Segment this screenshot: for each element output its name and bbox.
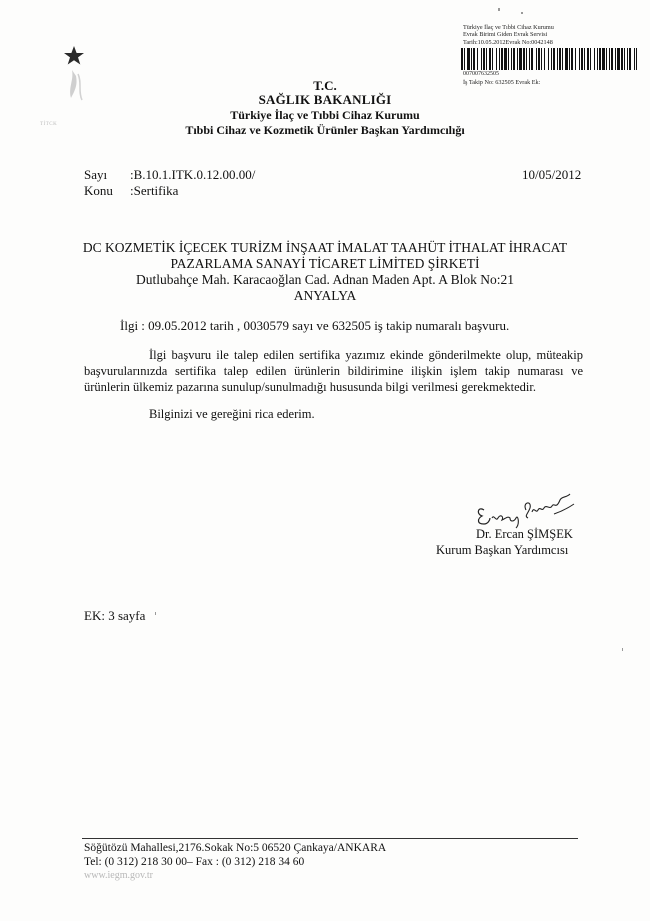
barcode-bar <box>594 48 595 70</box>
stamp-line-institution: Türkiye İlaç ve Tıbbi Cihaz Kurumu <box>463 24 554 31</box>
barcode-bar <box>481 48 482 70</box>
barcode-number: 007007632505 <box>463 71 499 78</box>
barcode-bar <box>590 48 591 70</box>
barcode-bar <box>492 48 493 70</box>
barcode-bar <box>526 48 527 70</box>
barcode-bar <box>538 48 540 70</box>
barcode-bar <box>636 48 637 70</box>
barcode-bar <box>477 48 478 70</box>
barcode-bar <box>565 48 568 70</box>
barcode-bar <box>471 48 472 70</box>
barcode-bar <box>617 48 620 70</box>
barcode-bar <box>609 48 610 70</box>
letterhead-ministry: SAĞLIK BAKANLIĞI <box>258 92 392 107</box>
barcode-bar <box>499 48 500 70</box>
barcode-bar <box>629 48 631 70</box>
barcode-bar <box>571 48 573 70</box>
barcode-bar <box>513 48 515 70</box>
barcode-bar <box>562 48 563 70</box>
scan-speck <box>155 612 156 615</box>
recipient-line-1: DC KOZMETİK İÇECEK TURİZM İNŞAAT İMALAT TAAHÜT İTHALAT İHRACAT <box>82 240 568 255</box>
letterhead-tc: T.C. <box>313 78 337 93</box>
barcode-bar <box>541 48 542 70</box>
barcode-bar <box>557 48 558 70</box>
signer-title: Kurum Başkan Yardımcısı <box>436 543 569 557</box>
barcode-bar <box>569 48 570 70</box>
barcode-bar <box>529 48 530 70</box>
barcode <box>461 48 637 70</box>
konu-label: Konu <box>84 183 113 198</box>
footer-phone: Tel: (0 312) 218 30 00– Fax : (0 312) 218 34 60 <box>84 856 305 868</box>
barcode-bar <box>548 48 549 70</box>
barcode-bar <box>473 48 475 70</box>
footer-address: Söğütözü Mahallesi,2176.Sokak No:5 06520 Çankaya/ANKARA <box>84 842 387 854</box>
letterhead-agency: Türkiye İlaç ve Tıbbi Cihaz Kurumu <box>230 108 420 122</box>
sayi-label: Sayı <box>84 167 108 182</box>
barcode-bar <box>559 48 561 70</box>
barcode-bar <box>553 48 555 70</box>
barcode-bar <box>627 48 628 70</box>
signer-name: Dr. Ercan ŞİMŞEK <box>476 527 573 541</box>
stamp-line-department: Evrak Birimi Giden Evrak Servisi <box>463 31 548 39</box>
subject <box>84 183 178 199</box>
barcode-bar <box>606 48 607 70</box>
sayi-value: :B.10.1.ITK.0.12.00.00/ <box>130 167 256 182</box>
registry-stamp <box>455 24 645 86</box>
recipient-address: Dutlubahçe Mah. Karacaoğlan Cad. Adnan Maden Apt. A Blok No:21 <box>136 272 514 287</box>
barcode-bar <box>599 48 601 70</box>
recipient-city: ANYALYA <box>293 288 357 303</box>
closing-line: Bilginizi ve gereğini rica ederim. <box>149 407 315 421</box>
barcode-bar <box>615 48 616 70</box>
barcode-bar <box>587 48 589 70</box>
logo-caption: TİTCK <box>40 122 58 127</box>
letter-date: 10/05/2012 <box>522 167 582 182</box>
barcode-bar <box>634 48 635 70</box>
barcode-bar <box>501 48 503 70</box>
barcode-bar <box>536 48 537 70</box>
barcode-bar <box>551 48 552 70</box>
ilgi-reference: İlgi : 09.05.2012 tarih , 0030579 sayı ve 632505 iş takip numaralı başvuru. <box>120 318 510 333</box>
barcode-bar <box>486 48 487 70</box>
barcode-bar <box>464 48 465 70</box>
barcode-bar <box>467 48 470 70</box>
barcode-bar <box>519 48 522 70</box>
barcode-bar <box>496 48 497 70</box>
barcode-bar <box>531 48 533 70</box>
konu-value: :Sertifika <box>130 183 179 198</box>
reference-number <box>84 167 255 183</box>
recipient-line-2: PAZARLAMA SANAYİ TİCARET LİMİTED ŞİRKETİ <box>170 256 480 271</box>
barcode-bar <box>504 48 507 70</box>
scan-speck <box>521 12 523 14</box>
handwritten-signature <box>470 488 580 530</box>
barcode-bar <box>508 48 509 70</box>
barcode-bar <box>575 48 576 70</box>
barcode-bar <box>517 48 518 70</box>
barcode-bar <box>581 48 583 70</box>
body-paragraph: İlgi başvuru ile talep edilen sertifika yazımız ekinde gönderilmekte olup, müteakip başvurularınızda sertifika talep edilen ürünlerin bildirimine ilişkin işlem takip numarası ve ürünlerin ülkemiz pazarına sunulup/sunulmadığı hususunda bilgi verilmesi gerekmektedir. <box>84 348 583 394</box>
barcode-bar <box>597 48 598 70</box>
barcode-bar <box>611 48 613 70</box>
barcode-bar <box>579 48 580 70</box>
barcode-bar <box>602 48 605 70</box>
barcode-bar <box>461 48 463 70</box>
barcode-bar <box>584 48 585 70</box>
barcode-bar <box>621 48 623 70</box>
scan-speck <box>498 8 500 11</box>
barcode-bar <box>483 48 485 70</box>
footer-divider <box>82 838 578 839</box>
barcode-bar <box>544 48 545 70</box>
stamp-line-date: Tarih:10.05.2012Evrak No:0042148 <box>463 38 553 46</box>
stamp-line-tracking: İş Takip No: 632505 Evrak Ek: <box>463 78 541 86</box>
footer-website: www.iegm.gov.tr <box>84 870 153 881</box>
barcode-bar <box>624 48 625 70</box>
barcode-bar <box>511 48 512 70</box>
barcode-bar <box>523 48 525 70</box>
letterhead-department: Tıbbi Cihaz ve Kozmetik Ürünler Başkan Yardımcılığı <box>185 123 465 137</box>
barcode-bar <box>489 48 491 70</box>
scan-speck <box>622 648 623 651</box>
attachment-note: EK: 3 sayfa <box>84 608 146 623</box>
